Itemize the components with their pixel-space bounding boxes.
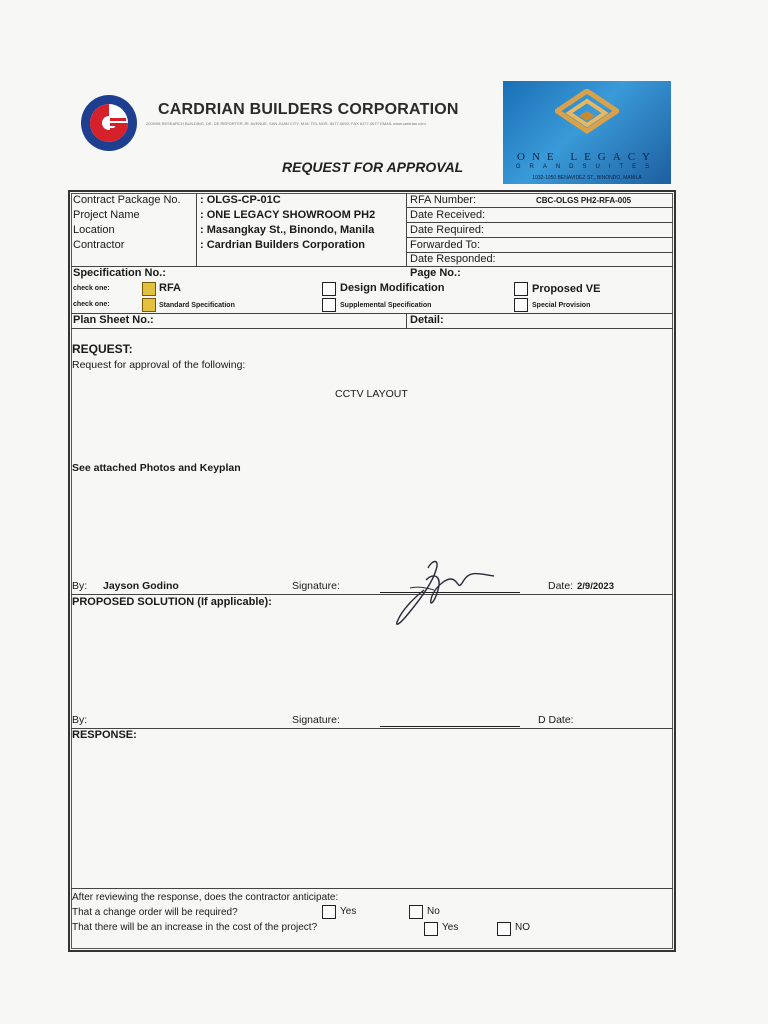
request-date-label: Date: (548, 580, 574, 592)
label-date-required: Date Required: (410, 224, 484, 236)
standard-spec-checkbox[interactable] (142, 298, 156, 312)
q1-no-label: No (427, 906, 440, 917)
q1-no-checkbox[interactable] (409, 905, 423, 919)
proposed-heading: PROPOSED SOLUTION (If applicable): (72, 596, 272, 608)
q1-yes-label: Yes (340, 906, 357, 917)
proposed-ve-label: Proposed VE (532, 283, 601, 295)
company-address: 2009/98 RESEARCH BUILDING, DE. DE REPORTER JR. AVENUE, SAN JUAN CITY, M.M. TEL NOS. 8477-0692, FAX 8477-0677 EMAIL www.cardrian.com (146, 121, 426, 126)
brand-subtitle: GRANDSUITES (515, 164, 659, 170)
footer-question: After reviewing the response, does the contractor anticipate: (72, 892, 339, 903)
design-modification-checkbox[interactable] (322, 282, 336, 296)
label-location: Location (73, 224, 115, 236)
label-forwarded-to: Forwarded To: (410, 239, 481, 251)
label-project-name: Project Name (73, 209, 140, 221)
label-plan-sheet: Plan Sheet No.: (73, 314, 154, 326)
value-contract-package: : OLGS-CP-01C (200, 194, 281, 206)
proposed-by-label: By: (72, 714, 88, 726)
supplemental-spec-checkbox[interactable] (322, 298, 336, 312)
value-project-name: : ONE LEGACY SHOWROOM PH2 (200, 209, 376, 221)
q2-no-label: NO (515, 922, 530, 933)
q1-yes-checkbox[interactable] (322, 905, 336, 919)
response-heading: RESPONSE: (72, 729, 137, 741)
q2-yes-checkbox[interactable] (424, 922, 438, 936)
label-rfa-number: RFA Number: (410, 194, 477, 206)
company-logo (80, 94, 138, 152)
request-date-value: 2/9/2023 (577, 581, 614, 592)
footer-q1: That a change order will be required? (72, 907, 238, 918)
rfa-checkbox[interactable] (142, 282, 156, 296)
label-contractor: Contractor (73, 239, 125, 251)
proposed-ve-checkbox[interactable] (514, 282, 528, 296)
request-item: CCTV LAYOUT (335, 388, 408, 400)
request-intro: Request for approval of the following: (72, 359, 246, 371)
supplemental-spec-label: Supplemental Specification (340, 302, 432, 309)
value-contractor: : Cardrian Builders Corporation (200, 239, 366, 251)
label-page-no: Page No.: (410, 267, 461, 279)
brand-address: 1032-1050 BENAVIDEZ ST., BINONDO, MANILA (532, 175, 642, 181)
value-rfa-number: CBC-OLGS PH2-RFA-005 (536, 196, 632, 205)
label-contract-package: Contract Package No. (73, 194, 181, 206)
diamond-logo-icon (555, 89, 619, 145)
request-heading: REQUEST: (72, 342, 133, 356)
request-note: See attached Photos and Keyplan (72, 462, 241, 474)
proposed-date-label: D Date: (538, 714, 574, 726)
one-legacy-logo (503, 81, 671, 184)
label-date-received: Date Received: (410, 209, 486, 221)
value-location: : Masangkay St., Binondo, Manila (200, 224, 375, 236)
check-one-label: check one: (73, 285, 110, 292)
request-by-label: By: (72, 580, 88, 592)
label-detail: Detail: (410, 314, 444, 326)
request-by-name: Jayson Godino (103, 580, 179, 592)
document-title: REQUEST FOR APPROVAL (282, 159, 464, 175)
brand-title: ONE LEGACY (517, 151, 657, 163)
q2-no-checkbox[interactable] (497, 922, 511, 936)
q2-yes-label: Yes (442, 922, 459, 933)
footer-q2: That there will be an increase in the cost of the project? (72, 922, 318, 933)
label-specification: Specification No.: (73, 267, 166, 279)
check-one-label-2: check one: (73, 301, 110, 308)
request-signature-label: Signature: (292, 580, 340, 592)
rfa-label: RFA (159, 282, 181, 294)
label-date-responded: Date Responded: (410, 253, 496, 265)
special-provision-checkbox[interactable] (514, 298, 528, 312)
special-provision-label: Special Provision (532, 302, 591, 309)
company-name: CARDRIAN BUILDERS CORPORATION (158, 101, 459, 118)
proposed-signature-label: Signature: (292, 714, 340, 726)
signature-mark (388, 550, 508, 632)
design-modification-label: Design Modification (340, 282, 445, 294)
standard-spec-label: Standard Specification (159, 302, 235, 309)
